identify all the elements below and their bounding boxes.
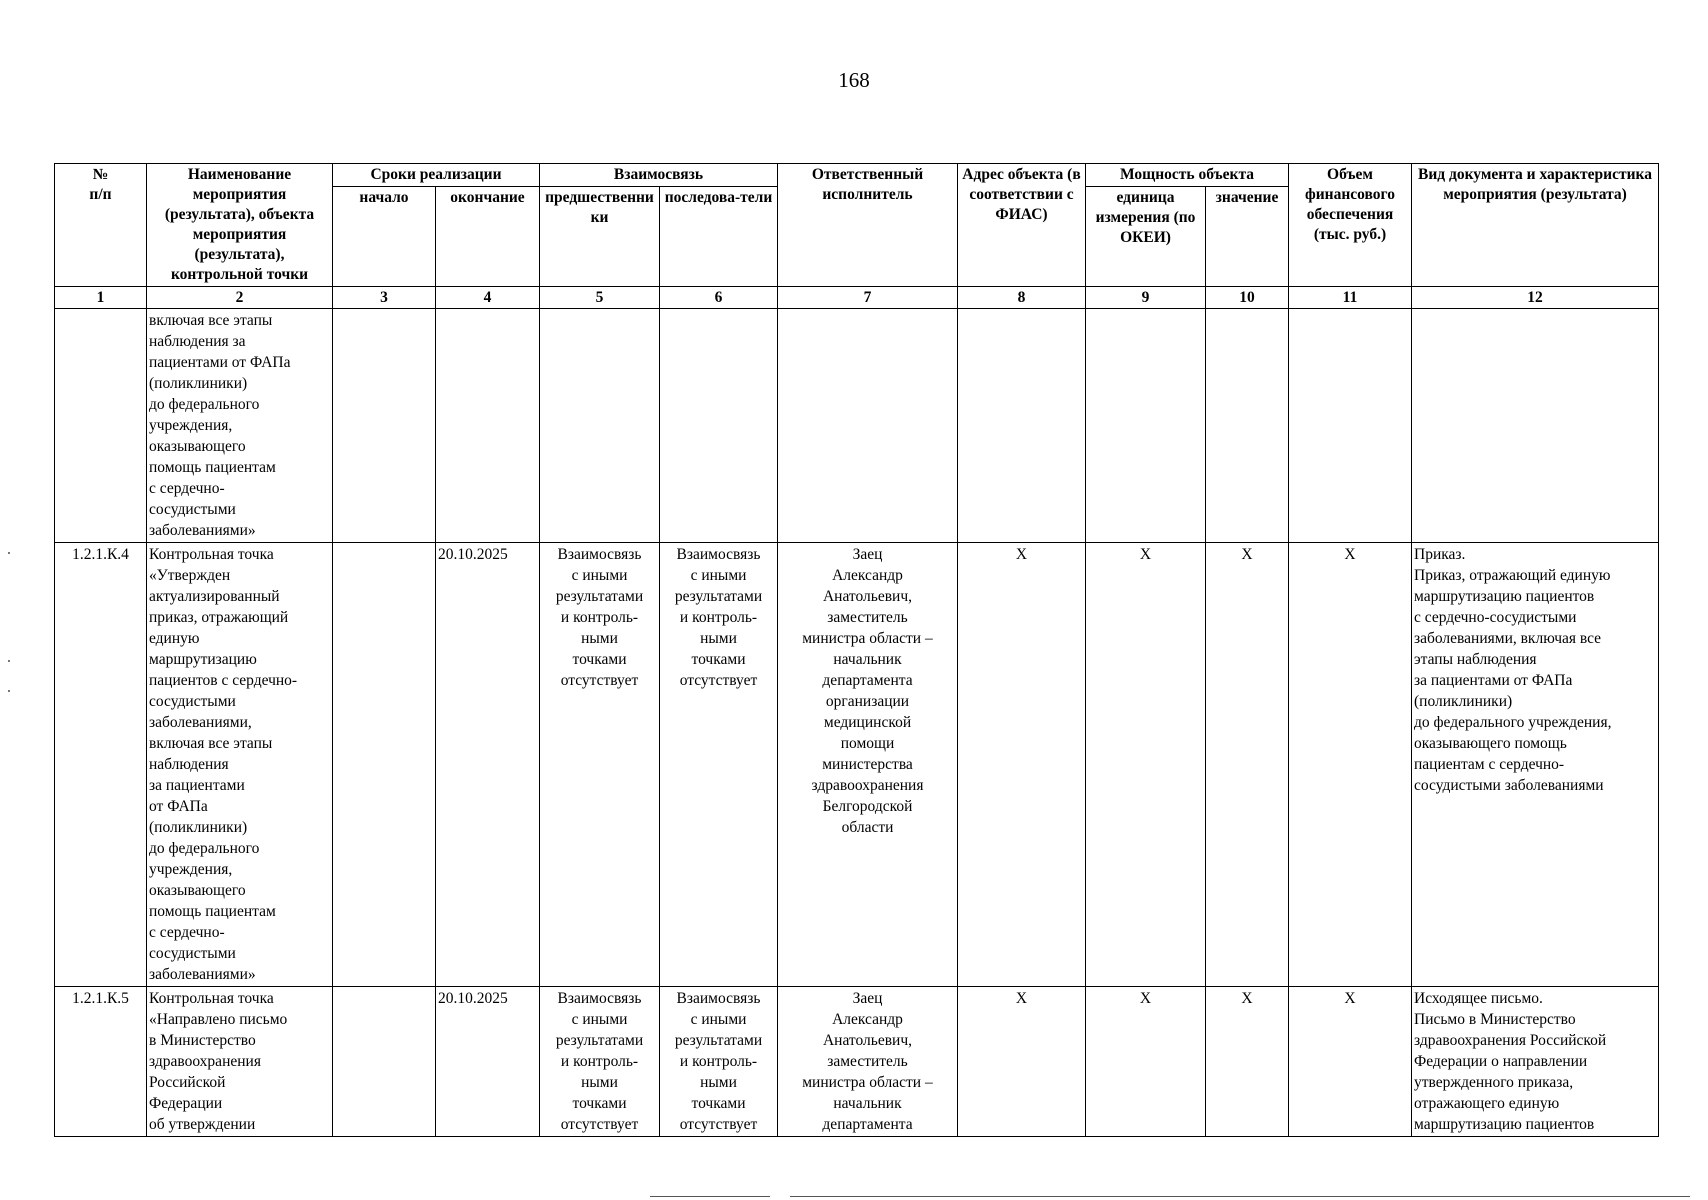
header-successors: последова-тели xyxy=(660,187,778,287)
row-start xyxy=(333,987,436,1137)
row-name: Контрольная точка «Утвержден актуализированный приказ, отражающий единую маршрутизацию пациентов с сердечно- сосудистыми заболеваниями, включая все этапы наблюдения за пациентами от ФАПа (поликлиники) до федерального учреждения, оказывающего помощь пациентам с сердечно- сосудистыми заболеваниями» xyxy=(147,543,333,987)
row-doc xyxy=(1412,309,1659,543)
scan-artifact-dot xyxy=(8,660,10,662)
scan-artifact-dot xyxy=(8,552,10,554)
header-address: Адрес объекта (в соответствии с ФИАС) xyxy=(958,164,1086,287)
header-unit: единица измерения (по ОКЕИ) xyxy=(1086,187,1206,287)
row-predecessors: Взаимосвязь с иными результатами и контроль- ными точками отсутствует xyxy=(540,987,660,1137)
row-unit xyxy=(1086,309,1206,543)
row-funding xyxy=(1289,309,1412,543)
table-row xyxy=(55,543,1659,987)
row-address: X xyxy=(958,987,1086,1137)
row-doc: Приказ. Приказ, отражающий единую маршрутизацию пациентов с сердечно-сосудистыми заболеваниями, включая все этапы наблюдения за пациентами от ФАПа (поликлиники) до федерального учреждения, оказывающего помощь пациентам с сердечно- сосудистыми заболеваниями xyxy=(1412,543,1659,987)
row-value xyxy=(1206,309,1289,543)
column-number: 2 xyxy=(147,287,333,309)
column-number: 7 xyxy=(778,287,958,309)
row-value: X xyxy=(1206,987,1289,1137)
header-end: окончание xyxy=(436,187,540,287)
row-end: 20.10.2025 xyxy=(436,543,540,987)
column-number: 1 xyxy=(55,287,147,309)
row-num: 1.2.1.К.4 xyxy=(55,543,147,987)
row-address xyxy=(958,309,1086,543)
row-num xyxy=(55,309,147,543)
column-number: 8 xyxy=(958,287,1086,309)
header-responsible: Ответственный исполнитель xyxy=(778,164,958,287)
column-number: 6 xyxy=(660,287,778,309)
header-funding: Объем финансового обеспечения (тыс. руб.) xyxy=(1289,164,1412,287)
row-funding: X xyxy=(1289,987,1412,1137)
header-capacity-group: Мощность объекта xyxy=(1086,164,1289,187)
row-value: X xyxy=(1206,543,1289,987)
table-row xyxy=(55,309,1659,543)
page-number: 168 xyxy=(838,68,870,92)
row-num: 1.2.1.К.5 xyxy=(55,987,147,1137)
row-name: включая все этапы наблюдения за пациентами от ФАПа (поликлиники) до федерального учреждения, оказывающего помощь пациентам с сердечно- сосудистыми заболеваниями» xyxy=(147,309,333,543)
header-value: значение xyxy=(1206,187,1289,287)
row-successors xyxy=(660,309,778,543)
row-responsible: Заец Александр Анатольевич, заместитель министра области – начальник департамента xyxy=(778,987,958,1137)
header-terms-group: Сроки реализации xyxy=(333,164,540,187)
row-doc: Исходящее письмо. Письмо в Министерство здравоохранения Российской Федерации о направлении утвержденного приказа, отражающего единую маршрутизацию пациентов xyxy=(1412,987,1659,1137)
row-responsible: Заец Александр Анатольевич, заместитель министра области – начальник департамента организации медицинской помощи министерства здравоохранения Белгородской области xyxy=(778,543,958,987)
column-number: 4 xyxy=(436,287,540,309)
row-start xyxy=(333,543,436,987)
row-funding: X xyxy=(1289,543,1412,987)
column-number: 5 xyxy=(540,287,660,309)
row-unit: X xyxy=(1086,543,1206,987)
row-unit: X xyxy=(1086,987,1206,1137)
table-row xyxy=(55,987,1659,1137)
row-name: Контрольная точка «Направлено письмо в Министерство здравоохранения Российской Федерации об утверждении xyxy=(147,987,333,1137)
header-start: начало xyxy=(333,187,436,287)
row-predecessors: Взаимосвязь с иными результатами и контроль- ными точками отсутствует xyxy=(540,543,660,987)
header-relation-group: Взаимосвязь xyxy=(540,164,778,187)
column-number: 12 xyxy=(1412,287,1659,309)
column-number: 10 xyxy=(1206,287,1289,309)
scan-artifact-dot xyxy=(8,690,10,692)
row-address: X xyxy=(958,543,1086,987)
events-table xyxy=(54,163,1659,1137)
column-number: 11 xyxy=(1289,287,1412,309)
row-responsible xyxy=(778,309,958,543)
header-name: Наименование мероприятия (результата), объекта мероприятия (результата), контрольной точки xyxy=(147,164,333,287)
column-number: 3 xyxy=(333,287,436,309)
row-start xyxy=(333,309,436,543)
header-num: № п/п xyxy=(55,164,147,287)
scan-artifact-line xyxy=(790,1196,1690,1197)
row-end: 20.10.2025 xyxy=(436,987,540,1137)
column-number: 9 xyxy=(1086,287,1206,309)
row-predecessors xyxy=(540,309,660,543)
row-successors: Взаимосвязь с иными результатами и контроль- ными точками отсутствует xyxy=(660,987,778,1137)
row-successors: Взаимосвязь с иными результатами и контроль- ными точками отсутствует xyxy=(660,543,778,987)
header-predecessors: предшественники xyxy=(540,187,660,287)
header-doc-type: Вид документа и характеристика мероприятия (результата) xyxy=(1412,164,1659,287)
row-end xyxy=(436,309,540,543)
scan-artifact-line xyxy=(650,1196,770,1197)
column-numbers-row xyxy=(55,287,1659,309)
